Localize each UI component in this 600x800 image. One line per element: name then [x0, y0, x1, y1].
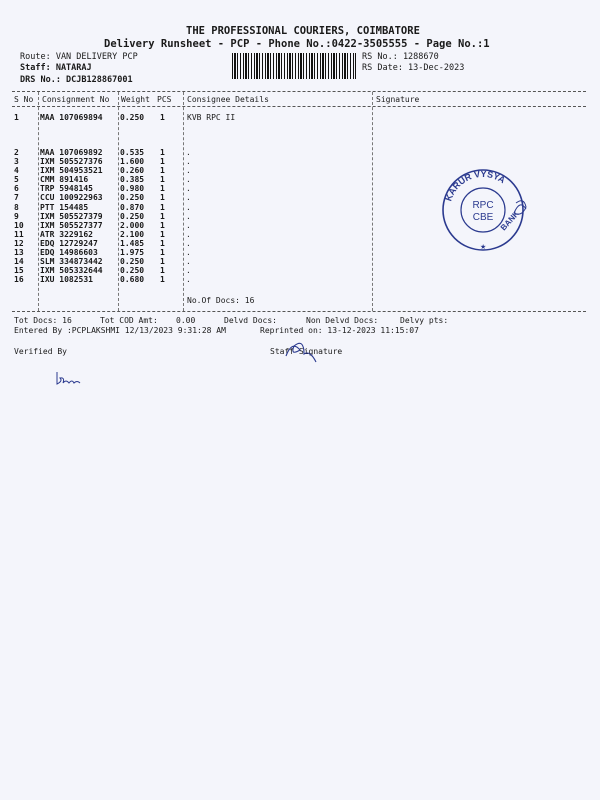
- cell-consignee: .: [186, 157, 191, 167]
- cell-sno: 2: [14, 148, 19, 157]
- cell-consignment: IXM 505527379: [40, 211, 103, 221]
- cell-consignment: IXM 505332644: [40, 266, 103, 276]
- cell-consignee: .: [186, 211, 191, 221]
- cell-pcs: 1: [160, 275, 165, 285]
- col-header-signature: Signature: [376, 95, 420, 104]
- cell-sno: 8: [14, 202, 19, 212]
- col-header-consignee: Consignee Details: [187, 95, 269, 104]
- table-row: [14, 257, 266, 266]
- cell-consignee: .: [186, 275, 191, 285]
- table-row: [14, 230, 266, 239]
- table-row: [14, 113, 19, 122]
- cell-consignment: CMM 891416: [40, 175, 89, 185]
- staff-label: Staff: NATARAJ: [20, 63, 92, 73]
- cell-pcs: 1: [160, 175, 165, 185]
- col-header-weight: Weight: [121, 95, 150, 104]
- entered-by: Entered By :PCPLAKSHMI 12/13/2023 9:31:28 AM: [14, 326, 226, 335]
- cell-consignment: SLM 334873442: [40, 257, 103, 267]
- cell-consignment: ATR 3229162: [40, 229, 93, 239]
- col-header-sno: S No: [14, 95, 34, 104]
- cell-weight: 0.535: [120, 148, 145, 157]
- rs-date: RS Date: 13-Dec-2023: [362, 63, 465, 73]
- cell-consignee: .: [186, 166, 191, 176]
- cell-pcs: 1: [160, 238, 165, 248]
- staff-signature: Staff Signature: [270, 347, 343, 356]
- cell-pcs: 1: [160, 229, 165, 239]
- cell-sno: 11: [14, 229, 24, 239]
- cell-sno: 1: [14, 113, 19, 122]
- cell-weight: 2.100: [120, 229, 145, 239]
- stamp-center-line1: RPC: [472, 200, 494, 211]
- cell-weight: 1.485: [120, 238, 145, 248]
- col-divider: [372, 92, 373, 311]
- cell-consignee: .: [186, 148, 191, 157]
- staff-signature-scribble: [282, 338, 322, 364]
- cell-sno: 12: [14, 238, 24, 248]
- cell-pcs: 1: [160, 193, 165, 203]
- cell-weight: 1.600: [120, 157, 145, 167]
- cell-sno: 9: [14, 211, 19, 221]
- rs-number: RS No.: 1288670: [362, 52, 439, 62]
- cell-weight: 2.000: [120, 220, 145, 230]
- cell-weight: 0.250: [120, 266, 145, 276]
- verified-by: Verified By: [14, 347, 67, 356]
- table-row: [14, 193, 266, 202]
- cell-pcs: 1: [160, 184, 165, 194]
- cell-sno: 13: [14, 248, 24, 258]
- table-row: [14, 221, 266, 230]
- cell-consignment: EDQ 14986603: [40, 248, 98, 258]
- cell-pcs: 1: [160, 220, 165, 230]
- cell-sno: 3: [14, 157, 19, 167]
- delvy-pts: Delvy pts:: [400, 316, 449, 325]
- bank-stamp: [438, 165, 528, 255]
- tot-cod-label: Tot COD Amt:: [100, 316, 158, 325]
- table-row: [14, 203, 266, 212]
- cell-consignee: .: [186, 193, 191, 203]
- table-row: [14, 175, 266, 184]
- cell-consignee: .: [186, 266, 191, 276]
- runsheet-title: Delivery Runsheet - PCP - Phone No.:0422-3505555 - Page No.:1: [104, 38, 490, 50]
- cell-consignment: IXM 505527377: [40, 220, 103, 230]
- col-header-pcs: PCS: [157, 95, 172, 104]
- table-row: [14, 148, 266, 157]
- cell-sno: 15: [14, 266, 24, 276]
- cell-weight: 0.980: [120, 184, 145, 194]
- cell-weight: 1.975: [120, 248, 145, 258]
- cell-sno: 6: [14, 184, 19, 194]
- cell-weight: 0.250: [120, 113, 145, 122]
- cell-consignee: .: [186, 248, 191, 258]
- cell-consignee: .: [186, 202, 191, 212]
- cell-consignee: .: [186, 229, 191, 239]
- cell-pcs: 1: [160, 166, 165, 176]
- cell-pcs: 1: [160, 202, 165, 212]
- barcode: [232, 53, 356, 79]
- non-delvd-docs: Non Delvd Docs:: [306, 316, 379, 325]
- route-label: Route: VAN DELIVERY PCP: [20, 52, 138, 62]
- cell-sno: 14: [14, 257, 24, 267]
- cell-sno: 5: [14, 175, 19, 185]
- cell-weight: 0.870: [120, 202, 145, 212]
- table-row: [14, 248, 266, 257]
- consignment-table: [14, 148, 266, 284]
- cell-weight: 0.680: [120, 275, 145, 285]
- cell-sno: 4: [14, 166, 19, 176]
- cell-consignee: .: [186, 257, 191, 267]
- no-of-docs: No.Of Docs: 16: [187, 296, 255, 305]
- cell-sno: 7: [14, 193, 19, 203]
- cell-pcs: 1: [160, 266, 165, 276]
- drs-number: DRS No.: DCJB128867001: [20, 75, 133, 85]
- cell-consignment: CCU 100922963: [40, 193, 103, 203]
- stamp-bank-text: BANK: [498, 209, 521, 233]
- cell-consignee: .: [186, 238, 191, 248]
- cell-weight: 0.250: [120, 193, 145, 203]
- tot-cod-value: 0.00: [176, 316, 196, 325]
- stamp-arc-text: KARUR VYSYA: [443, 168, 508, 203]
- cell-consignment: MAA 107069894: [40, 113, 103, 122]
- stamp-center-line2: CBE: [472, 212, 494, 223]
- delvd-docs: Delvd Docs:: [224, 316, 277, 325]
- cell-pcs: 1: [160, 157, 165, 167]
- table-row: [14, 239, 266, 248]
- table-top-rule: [12, 91, 586, 92]
- header-bottom-rule: [12, 106, 586, 107]
- table-row: [14, 275, 266, 284]
- cell-sno: 10: [14, 220, 24, 230]
- cell-consignee: .: [186, 184, 191, 194]
- star-icon: ★: [480, 244, 487, 251]
- table-row: [14, 266, 266, 275]
- cell-consignment: MAA 107069892: [40, 148, 103, 157]
- cell-consignment: EDQ 12729247: [40, 238, 98, 248]
- table-bottom-rule: [12, 311, 586, 312]
- cell-pcs: 1: [160, 113, 165, 122]
- cell-consignee: .: [186, 175, 191, 185]
- cell-pcs: 1: [160, 148, 165, 157]
- cell-weight: 0.385: [120, 175, 145, 185]
- cell-pcs: 1: [160, 257, 165, 267]
- cell-consignment: PTT 154485: [40, 202, 89, 212]
- verified-signature-scribble: [54, 370, 84, 386]
- cell-consignment: IXM 505527376: [40, 157, 103, 167]
- table-row: [14, 212, 266, 221]
- cell-pcs: 1: [160, 211, 165, 221]
- reprinted-on: Reprinted on: 13-12-2023 11:15:07: [260, 326, 419, 335]
- table-row: [14, 184, 266, 193]
- cell-consignment: TRP 5948145: [40, 184, 93, 194]
- cell-consignment: IXU 1082531: [40, 275, 93, 285]
- cell-pcs: 1: [160, 248, 165, 258]
- cell-weight: 0.250: [120, 257, 145, 267]
- cell-consignee: KVB RPC II: [187, 113, 236, 122]
- tot-docs: Tot Docs: 16: [14, 316, 72, 325]
- cell-consignee: .: [186, 220, 191, 230]
- cell-weight: 0.250: [120, 211, 145, 221]
- cell-weight: 0.260: [120, 166, 145, 176]
- cell-consignment: IXM 504953521: [40, 166, 103, 176]
- col-header-consignment: Consignment No: [42, 95, 110, 104]
- company-name: THE PROFESSIONAL COURIERS, COIMBATORE: [186, 25, 420, 37]
- cell-sno: 16: [14, 275, 24, 285]
- table-row: [14, 157, 266, 166]
- table-row: [14, 166, 266, 175]
